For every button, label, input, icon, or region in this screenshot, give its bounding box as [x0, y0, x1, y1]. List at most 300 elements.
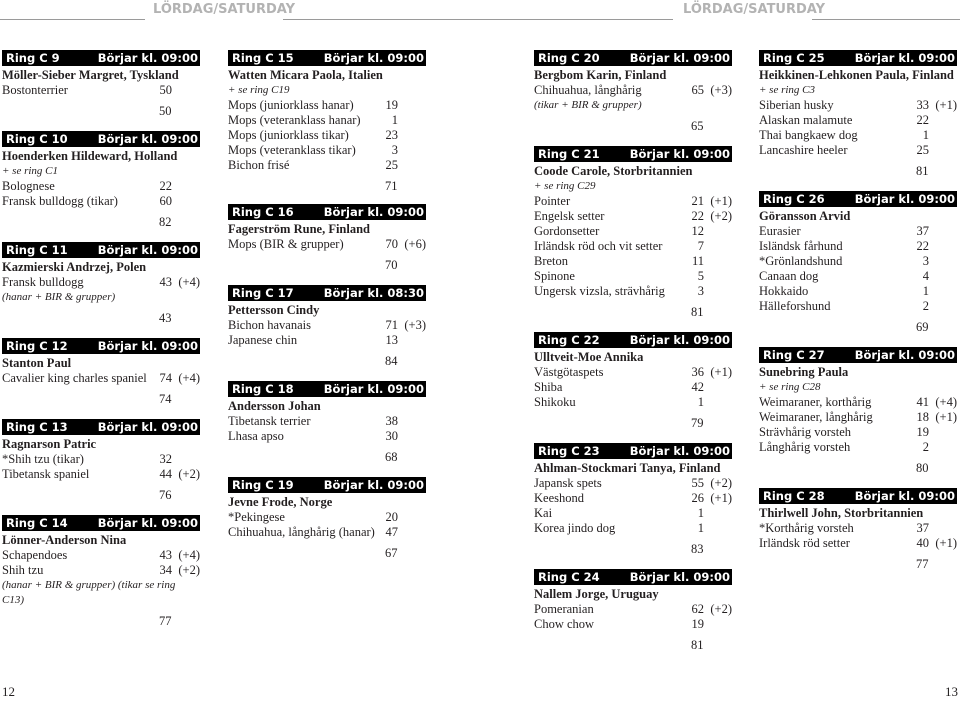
breed-extra: [704, 269, 732, 284]
ring-total: 74: [159, 392, 172, 406]
breed-extra: [929, 269, 957, 284]
breed-extra: [929, 113, 957, 128]
breed-name: Kai: [534, 506, 553, 520]
ring-total: 71: [385, 179, 398, 193]
judge-name: Watten Micara Paola, Italien: [228, 68, 383, 82]
breed-row: [759, 143, 957, 158]
ring-total: 76: [159, 488, 172, 502]
breed-row: [2, 452, 200, 467]
breed-row: [534, 476, 732, 491]
ring-header: [228, 50, 426, 66]
ring-header: [2, 50, 200, 66]
breed-name: *Shih tzu (tikar): [2, 452, 84, 466]
breed-count: 3: [697, 284, 704, 298]
breed-name: Japanese chin: [228, 333, 298, 347]
breed-extra: [704, 284, 732, 299]
breed-row: [534, 194, 732, 209]
breed-row: [759, 299, 957, 314]
breed-row: [2, 563, 200, 578]
breed-count: 22: [691, 209, 704, 223]
breed-count: 44: [159, 467, 172, 481]
breed-extra: [929, 143, 957, 158]
judge-name: Heikkinen-Lehkonen Paula, Finland: [759, 68, 954, 82]
breed-name: Mops (veteranklass tikar): [228, 143, 356, 157]
breed-row: [534, 491, 732, 506]
ring-block: [228, 285, 426, 369]
breed-extra: (+2): [710, 476, 732, 490]
breed-extra: [929, 224, 957, 239]
ring-total: 77: [916, 557, 929, 571]
breed-extra: (+1): [710, 365, 732, 379]
breed-row: [759, 224, 957, 239]
breed-count: 36: [691, 365, 704, 379]
breed-extra: [929, 128, 957, 143]
ring-block: [2, 50, 200, 119]
breed-row: [534, 380, 732, 395]
breed-count: 65: [691, 83, 704, 97]
breed-extra: [398, 158, 426, 173]
breed-row: [534, 521, 732, 536]
header-rule-mid: [283, 19, 673, 20]
breed-count: 21: [691, 194, 704, 208]
breed-count: 20: [385, 510, 398, 524]
ring-header: [2, 338, 200, 354]
breed-count: 1: [697, 506, 704, 520]
breed-extra: [704, 617, 732, 632]
breed-row: [759, 440, 957, 455]
ring-note: (tikar + BIR & grupper): [534, 99, 642, 111]
breed-row: [759, 395, 957, 410]
breed-row: [534, 269, 732, 284]
breed-row: [2, 83, 200, 98]
ring-name: Ring C 22: [538, 333, 600, 347]
breed-extra: [929, 284, 957, 299]
breed-count: 1: [697, 521, 704, 535]
breed-name: Japansk spets: [534, 476, 602, 490]
breed-extra: (+1): [935, 410, 957, 424]
breed-name: Weimaraner, korthårig: [759, 395, 872, 409]
breed-extra: [398, 98, 426, 113]
ring-header: [534, 443, 732, 459]
ring-header: [534, 569, 732, 585]
judge-name: Thirlwell John, Storbritannien: [759, 506, 924, 520]
breed-name: Spinone: [534, 269, 575, 283]
judge-name: Nallem Jorge, Uruguay: [534, 587, 659, 601]
breed-row: [228, 525, 426, 540]
ring-header: [759, 488, 957, 504]
breed-name: Lhasa apso: [228, 429, 284, 443]
breed-count: 11: [691, 254, 704, 268]
breed-name: Shiba: [534, 380, 563, 394]
ring-header: [2, 242, 200, 258]
breed-name: Mops (BIR & grupper): [228, 237, 344, 251]
header-left: LÖRDAG/SATURDAY: [153, 2, 296, 17]
judge-name: Ragnarson Patric: [2, 437, 97, 451]
ring-total: 84: [385, 354, 398, 368]
ring-start-time: Börjar kl. 09:00: [629, 570, 730, 584]
breed-count: 22: [916, 239, 929, 253]
column-3: [534, 38, 732, 653]
breed-row: [228, 318, 426, 333]
ring-total: 67: [385, 546, 398, 560]
ring-name: Ring C 14: [6, 516, 68, 530]
breed-extra: [398, 525, 426, 540]
ring-start-time: Börjar kl. 09:00: [97, 420, 198, 434]
breed-extra: (+6): [404, 237, 426, 251]
breed-count: 5: [697, 269, 704, 283]
breed-row: [2, 467, 200, 482]
breed-name: Siberian husky: [759, 98, 834, 112]
breed-extra: (+3): [404, 318, 426, 332]
breed-count: 4: [922, 269, 929, 283]
breed-extra: [398, 128, 426, 143]
breed-name: Shikoku: [534, 395, 576, 409]
breed-extra: [398, 510, 426, 525]
ring-start-time: Börjar kl. 09:00: [323, 478, 424, 492]
breed-extra: [172, 83, 200, 98]
breed-row: [759, 269, 957, 284]
breed-name: Schapendoes: [2, 548, 68, 562]
ring-block: [2, 242, 200, 326]
ring-total: 50: [159, 104, 172, 118]
breed-extra: [929, 521, 957, 536]
breed-extra: [704, 506, 732, 521]
breed-name: Fransk bulldogg: [2, 275, 84, 289]
breed-row: [759, 410, 957, 425]
page-number-left: 12: [2, 684, 15, 699]
ring-block: [228, 477, 426, 561]
breed-name: Chow chow: [534, 617, 595, 631]
breed-count: 60: [159, 194, 172, 208]
judge-name: Hoenderken Hildeward, Holland: [2, 149, 178, 163]
breed-row: [759, 425, 957, 440]
ring-header: [2, 419, 200, 435]
breed-count: 22: [159, 179, 172, 193]
breed-count: 43: [159, 275, 172, 289]
ring-start-time: Börjar kl. 09:00: [97, 339, 198, 353]
judge-name: Jevne Frode, Norge: [228, 495, 333, 509]
breed-name: Chihuahua, långhårig: [534, 83, 642, 97]
breed-row: [759, 254, 957, 269]
breed-name: Keeshond: [534, 491, 584, 505]
ring-header: [228, 204, 426, 220]
ring-start-time: Börjar kl. 09:00: [97, 132, 198, 146]
ring-header: [759, 347, 957, 363]
ring-start-time: Börjar kl. 09:00: [629, 147, 730, 161]
breed-count: 3: [922, 254, 929, 268]
breed-row: [534, 83, 732, 98]
breed-name: Hokkaido: [759, 284, 809, 298]
ring-header: [534, 146, 732, 162]
breed-extra: (+1): [935, 536, 957, 550]
breed-row: [2, 548, 200, 563]
breed-row: [2, 371, 200, 386]
ring-block: [228, 381, 426, 465]
breed-extra: [704, 239, 732, 254]
breed-name: Fransk bulldogg (tikar): [2, 194, 118, 208]
ring-block: [228, 50, 426, 194]
breed-row: [228, 333, 426, 348]
judge-name: Göransson Arvid: [759, 209, 851, 223]
breed-count: 1: [391, 113, 398, 127]
breed-extra: [398, 113, 426, 128]
ring-name: Ring C 16: [232, 205, 294, 219]
ring-start-time: Börjar kl. 09:00: [854, 51, 955, 65]
breed-extra: [929, 239, 957, 254]
breed-extra: [398, 333, 426, 348]
breed-count: 41: [916, 395, 929, 409]
breed-name: Tibetansk terrier: [228, 414, 311, 428]
breed-row: [228, 237, 426, 252]
breed-name: Korea jindo dog: [534, 521, 616, 535]
ring-total: 81: [691, 638, 704, 652]
ring-start-time: Börjar kl. 09:00: [854, 348, 955, 362]
column-1: [2, 38, 200, 629]
breed-name: Alaskan malamute: [759, 113, 853, 127]
ring-start-time: Börjar kl. 09:00: [629, 51, 730, 65]
breed-row: [534, 284, 732, 299]
breed-extra: [172, 194, 200, 209]
breed-extra: (+1): [710, 194, 732, 208]
breed-count: 26: [691, 491, 704, 505]
breed-extra: (+2): [710, 209, 732, 223]
breed-count: 7: [697, 239, 704, 253]
ring-note: + se ring C28: [759, 381, 821, 393]
breed-count: 50: [159, 83, 172, 97]
breed-name: *Grönlandshund: [759, 254, 843, 268]
ring-note: + se ring C19: [228, 84, 290, 96]
ring-total: 79: [691, 416, 704, 430]
breed-row: [2, 179, 200, 194]
breed-row: [228, 158, 426, 173]
breed-row: [534, 602, 732, 617]
judge-name: Fagerström Rune, Finland: [228, 222, 371, 236]
ring-block: [2, 338, 200, 407]
breed-extra: [704, 395, 732, 410]
header-right: LÖRDAG/SATURDAY: [683, 2, 826, 17]
ring-block: [534, 50, 732, 134]
breed-count: 19: [691, 617, 704, 631]
ring-total: 65: [691, 119, 704, 133]
breed-row: [228, 128, 426, 143]
breed-name: Engelsk setter: [534, 209, 605, 223]
breed-name: Bolognese: [2, 179, 55, 193]
judge-name: Coode Carole, Storbritannien: [534, 164, 693, 178]
breed-extra: (+2): [710, 602, 732, 616]
ring-header: [228, 381, 426, 397]
breed-name: Eurasier: [759, 224, 801, 238]
ring-name: Ring C 20: [538, 51, 600, 65]
breed-count: 42: [691, 380, 704, 394]
ring-start-time: Börjar kl. 09:00: [629, 444, 730, 458]
breed-extra: (+2): [178, 467, 200, 481]
breed-extra: [929, 299, 957, 314]
ring-name: Ring C 24: [538, 570, 600, 584]
breed-count: 13: [385, 333, 398, 347]
breed-name: Tibetansk spaniel: [2, 467, 90, 481]
breed-name: Mops (veteranklass hanar): [228, 113, 361, 127]
breed-extra: [172, 179, 200, 194]
breed-row: [228, 113, 426, 128]
breed-count: 70: [385, 237, 398, 251]
page-number-right: 13: [945, 684, 958, 699]
breed-row: [534, 617, 732, 632]
breed-extra: (+4): [178, 371, 200, 385]
header-rule-right: [812, 19, 960, 20]
breed-row: [534, 224, 732, 239]
ring-header: [228, 285, 426, 301]
breed-row: [534, 395, 732, 410]
ring-total: 68: [385, 450, 398, 464]
breed-extra: [704, 254, 732, 269]
ring-name: Ring C 28: [763, 489, 825, 503]
ring-total: 80: [916, 461, 929, 475]
ring-block: [534, 332, 732, 431]
breed-name: *Pekingese: [228, 510, 285, 524]
breed-extra: [704, 224, 732, 239]
breed-name: Västgötaspets: [534, 365, 604, 379]
judge-name: Sunebring Paula: [759, 365, 849, 379]
ring-start-time: Börjar kl. 09:00: [323, 382, 424, 396]
breed-row: [228, 414, 426, 429]
breed-count: 2: [922, 299, 929, 313]
breed-name: Isländsk fårhund: [759, 239, 843, 253]
breed-count: 18: [916, 410, 929, 424]
ring-header: [534, 50, 732, 66]
ring-start-time: Börjar kl. 09:00: [854, 489, 955, 503]
judge-name: Lönner-Anderson Nina: [2, 533, 127, 547]
breed-name: Irländsk röd och vit setter: [534, 239, 663, 253]
breed-extra: [398, 429, 426, 444]
breed-count: 38: [385, 414, 398, 428]
breed-name: Weimaraner, långhårig: [759, 410, 873, 424]
ring-block: [759, 191, 957, 335]
breed-count: 1: [922, 128, 929, 142]
breed-row: [759, 113, 957, 128]
judge-name: Ulltveit-Moe Annika: [534, 350, 644, 364]
judge-name: Bergbom Karin, Finland: [534, 68, 667, 82]
breed-extra: (+3): [710, 83, 732, 97]
breed-row: [759, 284, 957, 299]
ring-note: (hanar + BIR & grupper) (tikar se ring C13): [2, 579, 176, 606]
ring-total: 82: [159, 215, 172, 229]
ring-note: + se ring C29: [534, 180, 596, 192]
header-rule-left: [0, 19, 145, 20]
breed-extra: (+1): [710, 491, 732, 505]
breed-count: 1: [922, 284, 929, 298]
breed-name: *Korthårig vorsteh: [759, 521, 854, 535]
breed-count: 34: [159, 563, 172, 577]
breed-row: [2, 194, 200, 209]
breed-name: Breton: [534, 254, 569, 268]
breed-name: Pomeranian: [534, 602, 594, 616]
ring-name: Ring C 25: [763, 51, 825, 65]
breed-count: 2: [922, 440, 929, 454]
judge-name: Stanton Paul: [2, 356, 72, 370]
ring-header: [2, 515, 200, 531]
ring-block: [534, 569, 732, 653]
ring-total: 69: [916, 320, 929, 334]
ring-note: + se ring C1: [2, 165, 59, 177]
ring-name: Ring C 12: [6, 339, 68, 353]
ring-block: [759, 50, 957, 179]
breed-row: [534, 506, 732, 521]
breed-extra: (+2): [178, 563, 200, 577]
breed-row: [534, 239, 732, 254]
breed-row: [759, 536, 957, 551]
breed-extra: [172, 452, 200, 467]
breed-name: Irländsk röd setter: [759, 536, 850, 550]
ring-block: [759, 347, 957, 476]
breed-name: Shih tzu: [2, 563, 44, 577]
breed-name: Gordonsetter: [534, 224, 600, 238]
breed-row: [534, 365, 732, 380]
ring-start-time: Börjar kl. 09:00: [323, 205, 424, 219]
breed-name: Strävhårig vorsteh: [759, 425, 851, 439]
breed-extra: [704, 521, 732, 536]
ring-block: [759, 488, 957, 572]
breed-count: 23: [385, 128, 398, 142]
column-2: [228, 38, 426, 561]
breed-row: [228, 98, 426, 113]
breed-row: [228, 429, 426, 444]
ring-name: Ring C 18: [232, 382, 294, 396]
breed-name: Chihuahua, långhårig (hanar): [228, 525, 375, 539]
breed-count: 43: [159, 548, 172, 562]
ring-block: [228, 204, 426, 273]
ring-total: 77: [159, 614, 172, 628]
breed-count: 30: [385, 429, 398, 443]
breed-name: Thai bangkaew dog: [759, 128, 858, 142]
ring-name: Ring C 19: [232, 478, 294, 492]
ring-block: [2, 419, 200, 503]
ring-name: Ring C 15: [232, 51, 294, 65]
breed-row: [759, 521, 957, 536]
judge-name: Möller-Sieber Margret, Tyskland: [2, 68, 179, 82]
ring-total: 83: [691, 542, 704, 556]
breed-name: Mops (juniorklass hanar): [228, 98, 354, 112]
breed-count: 71: [385, 318, 398, 332]
judge-name: Andersson Johan: [228, 399, 321, 413]
breed-count: 19: [916, 425, 929, 439]
breed-count: 40: [916, 536, 929, 550]
breed-name: Bostonterrier: [2, 83, 68, 97]
breed-extra: (+4): [178, 275, 200, 289]
breed-row: [534, 209, 732, 224]
breed-name: Hälleforshund: [759, 299, 831, 313]
ring-block: [534, 443, 732, 557]
breed-extra: (+4): [178, 548, 200, 562]
breed-count: 32: [159, 452, 172, 466]
ring-total: 81: [691, 305, 704, 319]
breed-count: 33: [916, 98, 929, 112]
breed-count: 25: [916, 143, 929, 157]
ring-start-time: Börjar kl. 09:00: [97, 243, 198, 257]
breed-extra: [929, 254, 957, 269]
ring-header: [228, 477, 426, 493]
column-4: [759, 38, 957, 572]
breed-count: 1: [697, 395, 704, 409]
breed-row: [759, 239, 957, 254]
breed-name: Ungersk vizsla, strävhårig: [534, 284, 665, 298]
breed-name: Bichon frisé: [228, 158, 290, 172]
ring-total: 81: [916, 164, 929, 178]
breed-count: 47: [385, 525, 398, 539]
breed-extra: [929, 440, 957, 455]
breed-name: Pointer: [534, 194, 571, 208]
breed-extra: [398, 143, 426, 158]
ring-start-time: Börjar kl. 09:00: [854, 192, 955, 206]
